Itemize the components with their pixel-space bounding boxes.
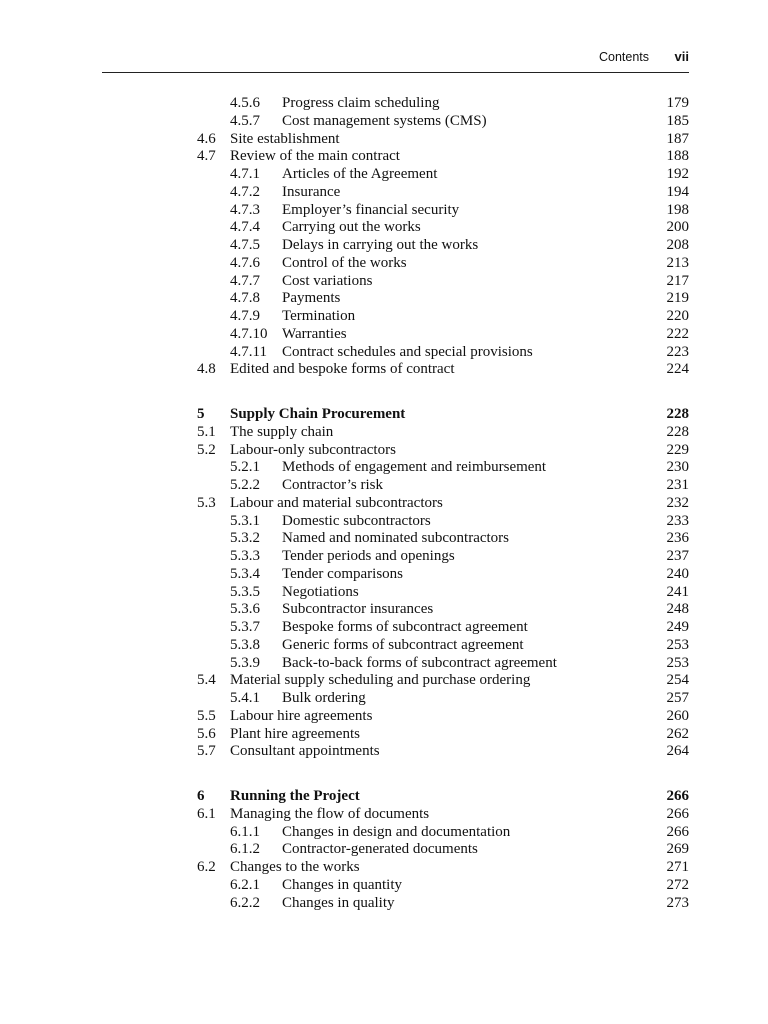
toc-subsection-entry[interactable]	[0, 548, 768, 566]
entry-page-number: 224	[666, 361, 689, 378]
entry-title: Termination	[282, 308, 356, 324]
running-header-title: Contents	[598, 50, 649, 64]
entry-title: Domestic subcontractors	[282, 512, 431, 529]
entry-title: Changes to the works	[230, 859, 360, 875]
entry-page-number: 266	[666, 788, 689, 804]
toc-section-entry[interactable]	[0, 148, 768, 166]
toc-subsection-entry[interactable]	[0, 459, 768, 477]
toc-subsection-entry[interactable]	[0, 690, 768, 708]
entry-number: 5.5	[197, 707, 216, 724]
entry-page-number: 200	[666, 219, 689, 236]
entry-number: 4.7.1	[230, 166, 260, 182]
entry-title: Plant hire agreements	[230, 725, 360, 742]
entry-page-number: 231	[666, 477, 689, 493]
entry-title: Subcontractor insurances	[282, 601, 434, 618]
entry-title: The supply chain	[230, 423, 334, 440]
entry-page-number: 248	[666, 601, 689, 618]
entry-title: Managing the flow of documents	[230, 805, 430, 822]
entry-page-number: 185	[666, 112, 689, 129]
entry-page-number: 273	[666, 894, 689, 911]
entry-page-number: 272	[666, 876, 689, 893]
toc-subsection-entry[interactable]	[0, 584, 768, 602]
entry-page-number: 223	[666, 343, 689, 360]
entry-number: 4.7.6	[230, 254, 260, 271]
entry-title: Labour and material subcontractors	[230, 494, 443, 511]
entry-page-number: 260	[666, 707, 689, 724]
entry-title: Supply Chain Procurement	[230, 406, 406, 422]
entry-title: Cost variations	[282, 272, 373, 289]
toc-section-entry[interactable]	[0, 442, 768, 460]
entry-number: 5.7	[197, 743, 216, 760]
toc-subsection-entry[interactable]	[0, 202, 768, 220]
entry-page-number: 232	[666, 494, 689, 511]
entry-page-number: 217	[666, 272, 689, 289]
entry-number: 6.1.1	[230, 823, 260, 840]
entry-page-number: 179	[666, 95, 689, 111]
entry-number: 4.7.4	[230, 219, 260, 236]
entry-title: Bulk ordering	[282, 690, 366, 706]
toc-section-entry[interactable]	[0, 859, 768, 877]
entry-title: Material supply scheduling and purchase ordering	[230, 672, 531, 689]
toc-section-entry[interactable]	[0, 672, 768, 690]
entry-number: 6.2	[197, 859, 216, 875]
toc-subsection-entry[interactable]	[0, 219, 768, 237]
entry-title: Changes in quality	[282, 894, 395, 911]
entry-number: 6.1.2	[230, 841, 260, 858]
toc-subsection-entry[interactable]	[0, 184, 768, 202]
entry-title: Contract schedules and special provisions	[282, 343, 533, 360]
entry-number: 4.7.11	[230, 343, 267, 360]
entry-page-number: 241	[666, 583, 689, 600]
toc-subsection-entry[interactable]	[0, 273, 768, 291]
entry-number: 5.6	[197, 725, 216, 742]
toc-subsection-entry[interactable]	[0, 841, 768, 859]
entry-number: 4.7.5	[230, 237, 260, 253]
entry-page-number: 194	[666, 183, 689, 200]
toc-chapter-entry[interactable]	[0, 788, 768, 806]
entry-title: Delays in carrying out the works	[282, 237, 479, 253]
toc-subsection-entry[interactable]	[0, 637, 768, 655]
entry-number: 4.7.3	[230, 201, 260, 218]
toc-subsection-entry[interactable]	[0, 877, 768, 895]
entry-page-number: 262	[666, 725, 689, 742]
toc-subsection-entry[interactable]	[0, 895, 768, 913]
section-gap	[0, 379, 768, 406]
entry-title: Tender periods and openings	[282, 548, 455, 564]
entry-page-number: 264	[666, 743, 689, 760]
toc-subsection-entry[interactable]	[0, 95, 768, 113]
entry-number: 5	[197, 406, 205, 422]
entry-page-number: 228	[666, 423, 689, 440]
toc-subsection-entry[interactable]	[0, 166, 768, 184]
entry-number: 6.2.1	[230, 876, 260, 893]
toc-subsection-entry[interactable]	[0, 326, 768, 344]
entry-page-number: 229	[666, 441, 689, 458]
entry-number: 4.5.7	[230, 112, 260, 129]
entry-number: 4.7.10	[230, 325, 268, 342]
entry-number: 5.3.1	[230, 512, 260, 529]
entry-page-number: 257	[666, 690, 689, 706]
entry-number: 4.7.2	[230, 183, 260, 200]
entry-title: Tender comparisons	[282, 565, 403, 582]
toc-section-entry[interactable]	[0, 424, 768, 442]
entry-page-number: 237	[666, 548, 689, 564]
entry-page-number: 208	[666, 237, 689, 253]
toc-subsection-entry[interactable]	[0, 530, 768, 548]
entry-page-number: 187	[666, 130, 689, 147]
toc-section-entry[interactable]	[0, 726, 768, 744]
entry-page-number: 254	[666, 672, 689, 689]
toc-subsection-entry[interactable]	[0, 477, 768, 495]
entry-title: Labour-only subcontractors	[230, 441, 396, 458]
toc-section-entry[interactable]	[0, 708, 768, 726]
entry-number: 6	[197, 788, 205, 804]
running-header	[102, 48, 689, 73]
entry-title: Review of the main contract	[230, 148, 400, 165]
entry-page-number: 253	[666, 654, 689, 671]
entry-title: Payments	[282, 290, 341, 307]
entry-page-number: 266	[666, 823, 689, 840]
entry-number: 5.3.5	[230, 583, 260, 600]
entry-page-number: 222	[666, 325, 689, 342]
toc-subsection-entry[interactable]	[0, 619, 768, 637]
toc-subsection-entry[interactable]	[0, 237, 768, 255]
toc-subsection-entry[interactable]	[0, 255, 768, 273]
toc-section-entry[interactable]	[0, 361, 768, 379]
entry-title: Employer’s financial security	[282, 201, 460, 218]
entry-number: 6.2.2	[230, 894, 260, 911]
toc-subsection-entry[interactable]	[0, 601, 768, 619]
toc-subsection-entry[interactable]	[0, 513, 768, 531]
entry-number: 5.3.9	[230, 654, 260, 671]
entry-title: Progress claim scheduling	[282, 95, 440, 111]
toc-section-entry[interactable]	[0, 743, 768, 761]
entry-title: Back-to-back forms of subcontract agreement	[282, 654, 557, 671]
entry-number: 4.7.7	[230, 272, 260, 289]
toc-section-entry[interactable]	[0, 131, 768, 149]
entry-title: Labour hire agreements	[230, 707, 373, 724]
entry-page-number: 219	[666, 290, 689, 307]
entry-page-number: 198	[666, 201, 689, 218]
entry-page-number: 253	[666, 636, 689, 653]
toc-subsection-entry[interactable]	[0, 308, 768, 326]
entry-title: Cost management systems (CMS)	[282, 112, 487, 129]
entry-title: Generic forms of subcontract agreement	[282, 636, 524, 653]
entry-number: 5.2.1	[230, 459, 260, 476]
entry-number: 4.5.6	[230, 95, 260, 111]
toc-subsection-entry[interactable]	[0, 290, 768, 308]
entry-title: Named and nominated subcontractors	[282, 530, 510, 547]
entry-title: Methods of engagement and reimbursement	[282, 459, 547, 476]
entry-number: 5.3.6	[230, 601, 260, 618]
entry-title: Edited and bespoke forms of contract	[230, 361, 455, 378]
toc-subsection-entry[interactable]	[0, 113, 768, 131]
entry-number: 4.8	[197, 361, 216, 378]
section-gap	[0, 761, 768, 788]
entry-page-number: 240	[666, 565, 689, 582]
toc-section-entry[interactable]	[0, 806, 768, 824]
entry-number: 4.7.8	[230, 290, 260, 307]
entry-number: 5.3.2	[230, 530, 260, 547]
entry-number: 5.1	[197, 423, 216, 440]
entry-number: 5.3	[197, 494, 216, 511]
entry-number: 5.3.3	[230, 548, 260, 564]
entry-page-number: 269	[666, 841, 689, 858]
entry-page-number: 249	[666, 619, 689, 635]
entry-title: Bespoke forms of subcontract agreement	[282, 619, 528, 635]
entry-page-number: 266	[666, 805, 689, 822]
entry-title: Changes in design and documentation	[282, 823, 511, 840]
entry-number: 5.4.1	[230, 690, 260, 706]
entry-title: Negotiations	[282, 583, 359, 600]
entry-page-number: 213	[666, 254, 689, 271]
entry-page-number: 220	[666, 308, 689, 324]
entry-number: 5.3.4	[230, 565, 260, 582]
entry-title: Site establishment	[230, 130, 340, 147]
entry-number: 5.2	[197, 441, 216, 458]
entry-title: Contractor’s risk	[282, 477, 383, 493]
entry-title: Articles of the Agreement	[282, 166, 438, 182]
entry-title: Consultant appointments	[230, 743, 380, 760]
page-number: vii	[674, 49, 689, 64]
toc-subsection-entry[interactable]	[0, 566, 768, 584]
toc-chapter-entry[interactable]	[0, 406, 768, 424]
entry-page-number: 188	[666, 148, 689, 165]
toc-subsection-entry[interactable]	[0, 824, 768, 842]
entry-title: Control of the works	[282, 254, 407, 271]
table-of-contents	[0, 95, 768, 912]
entry-number: 5.3.7	[230, 619, 260, 635]
entry-page-number: 233	[666, 512, 689, 529]
entry-title: Changes in quantity	[282, 876, 402, 893]
toc-subsection-entry[interactable]	[0, 655, 768, 673]
entry-page-number: 230	[666, 459, 689, 476]
entry-title: Contractor-generated documents	[282, 841, 478, 858]
entry-number: 4.7.9	[230, 308, 260, 324]
entry-page-number: 236	[666, 530, 689, 547]
entry-number: 5.2.2	[230, 477, 260, 493]
entry-title: Carrying out the works	[282, 219, 421, 236]
entry-number: 4.6	[197, 130, 216, 147]
entry-number: 4.7	[197, 148, 216, 165]
entry-page-number: 192	[666, 166, 689, 182]
entry-page-number: 271	[666, 859, 689, 875]
entry-number: 6.1	[197, 805, 216, 822]
entry-title: Running the Project	[230, 788, 360, 804]
entry-page-number: 228	[666, 406, 689, 422]
entry-title: Insurance	[282, 183, 341, 200]
toc-subsection-entry[interactable]	[0, 344, 768, 362]
toc-section-entry[interactable]	[0, 495, 768, 513]
entry-number: 5.3.8	[230, 636, 260, 653]
entry-title: Warranties	[282, 325, 347, 342]
entry-number: 5.4	[197, 672, 216, 689]
